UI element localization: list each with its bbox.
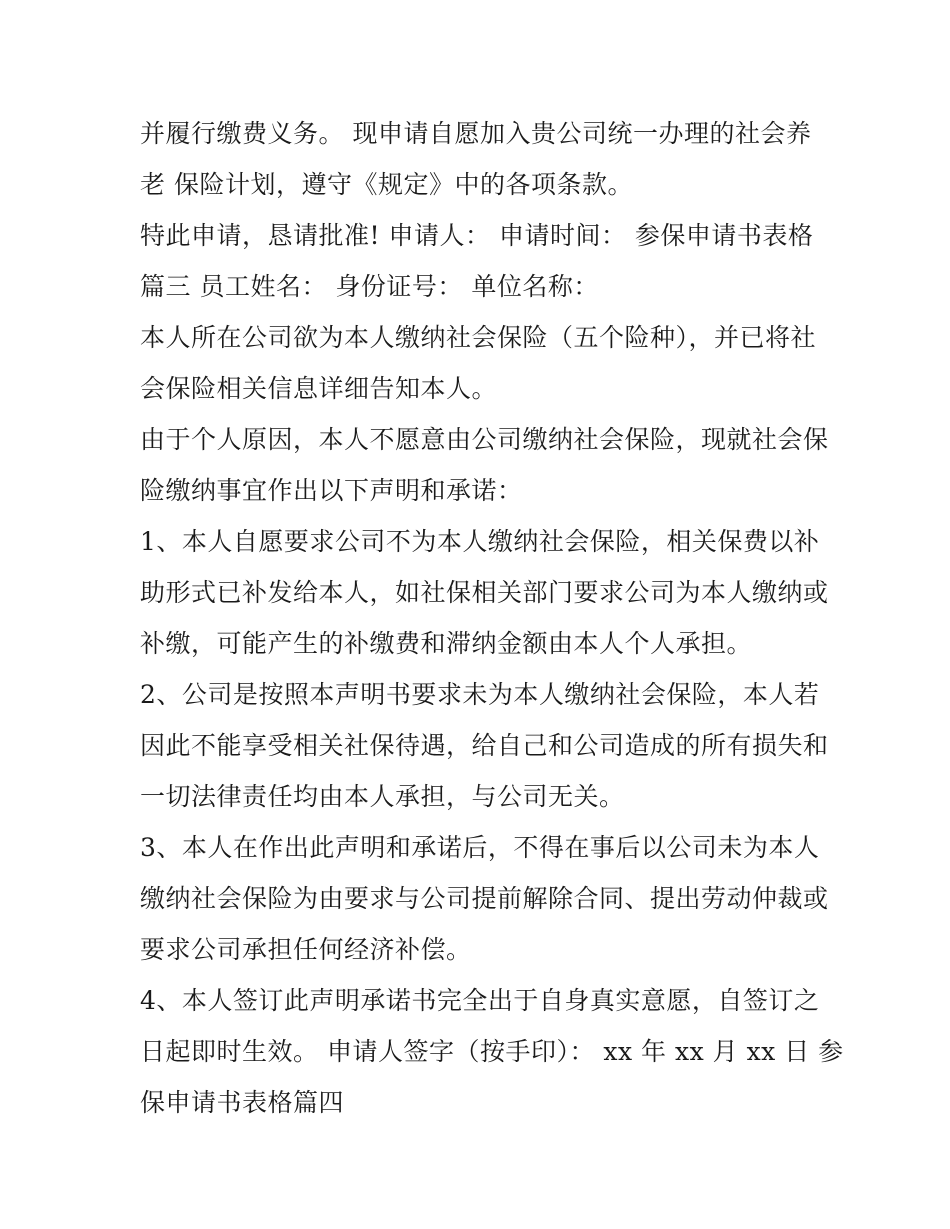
- text-line: 会保险相关信息详细告知本人。: [140, 374, 498, 403]
- text-line: 由于个人原因，本人不愿意由公司缴纳社会保险，现就社会保: [140, 425, 829, 454]
- text-line: 险缴纳事宜作出以下声明和承诺：: [140, 476, 523, 505]
- text-line: 要求公司承担任何经济补偿。: [140, 935, 472, 964]
- text-line: 老 保险计划，遵守《规定》中的各项条款。: [140, 170, 633, 199]
- text-line: 特此申请，恳请批准! 申请人： 申请时间： 参保申请书表格: [140, 221, 814, 250]
- text-line: 2、公司是按照本声明书要求未为本人缴纳社会保险，本人若: [140, 680, 820, 709]
- text-line: 一切法律责任均由本人承担，与公司无关。: [140, 782, 625, 811]
- text-line: 补缴，可能产生的补缴费和滞纳金额由本人个人承担。: [140, 629, 753, 658]
- text-line: 缴纳社会保险为由要求与公司提前解除合同、提出劳动仲裁或: [140, 884, 829, 913]
- text-line: 保申请书表格篇四: [140, 1088, 345, 1117]
- text-line: 并履行缴费义务。 现申请自愿加入贵公司统一办理的社会养: [140, 119, 812, 148]
- text-line: 日起即时生效。 申请人签字（按手印）： xx 年 xx 月 xx 日 参: [140, 1037, 844, 1066]
- text-line: 篇三 员工姓名： 身份证号： 单位名称：: [140, 272, 599, 301]
- text-line: 助形式已补发给本人，如社保相关部门要求公司为本人缴纳或: [140, 578, 829, 607]
- document-body: [140, 108, 844, 1128]
- text-line: 本人所在公司欲为本人缴纳社会保险（五个险种），并已将社: [140, 323, 817, 352]
- text-line: 因此不能享受相关社保待遇，给自己和公司造成的所有损失和: [140, 731, 829, 760]
- text-line: 3、本人在作出此声明和承诺后，不得在事后以公司未为本人: [140, 833, 820, 862]
- text-line: 4、本人签订此声明承诺书完全出于自身真实意愿，自签订之: [140, 986, 820, 1015]
- text-line: 1、本人自愿要求公司不为本人缴纳社会保险，相关保费以补: [140, 527, 820, 556]
